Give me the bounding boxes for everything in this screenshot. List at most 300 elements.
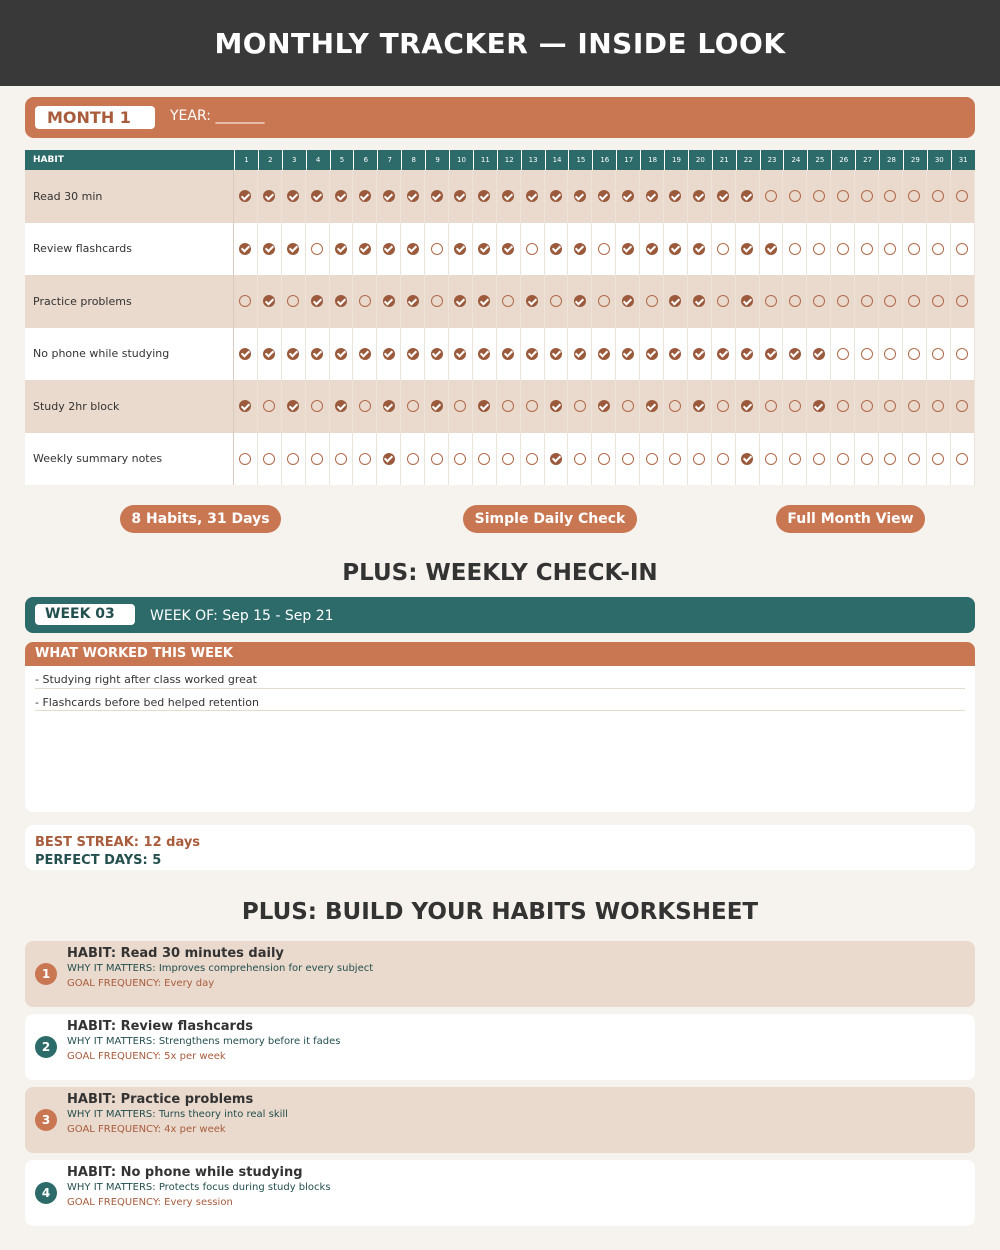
day-cell[interactable]: [425, 275, 449, 328]
worksheet-number: 1: [35, 963, 57, 985]
check-icon: [622, 295, 634, 307]
day-cell[interactable]: [473, 275, 497, 328]
empty-circle-icon: [861, 400, 873, 412]
empty-circle-icon: [765, 400, 777, 412]
day-cell[interactable]: [927, 328, 951, 381]
day-cell[interactable]: [330, 380, 354, 433]
day-cell[interactable]: [521, 433, 545, 486]
day-cell[interactable]: [831, 170, 855, 223]
day-cell[interactable]: [473, 433, 497, 486]
worksheet-card: [25, 941, 975, 1007]
day-cell[interactable]: [449, 328, 473, 381]
day-cell[interactable]: [234, 328, 258, 381]
day-cell[interactable]: [425, 170, 449, 223]
day-cell[interactable]: [306, 328, 330, 381]
check-icon: [359, 190, 371, 202]
badge-habits: 8 Habits, 31 Days: [120, 505, 281, 533]
grid-header: [25, 150, 975, 170]
week-label: WEEK 03: [35, 604, 135, 625]
check-icon: [550, 243, 562, 255]
check-icon: [407, 243, 419, 255]
worksheet-why: WHY IT MATTERS: Improves comprehension for every subject: [67, 963, 374, 974]
check-icon: [335, 400, 347, 412]
day-cell[interactable]: [234, 275, 258, 328]
empty-circle-icon: [837, 295, 849, 307]
day-cell[interactable]: [736, 380, 760, 433]
day-cell[interactable]: [425, 328, 449, 381]
day-cell[interactable]: [449, 223, 473, 276]
worksheet-section-title: PLUS: BUILD YOUR HABITS WORKSHEET: [241, 899, 759, 925]
day-cell[interactable]: [616, 380, 640, 433]
habit-row: [25, 223, 975, 276]
day-cell[interactable]: [831, 275, 855, 328]
day-cell[interactable]: [616, 328, 640, 381]
day-cell[interactable]: [664, 170, 688, 223]
worksheet-goal: GOAL FREQUENCY: Every session: [67, 1197, 233, 1208]
day-cell[interactable]: [425, 380, 449, 433]
check-icon: [813, 400, 825, 412]
day-cell[interactable]: [903, 433, 927, 486]
day-cell[interactable]: [831, 328, 855, 381]
day-cell[interactable]: [688, 433, 712, 486]
day-cell[interactable]: [401, 223, 425, 276]
day-cell[interactable]: [377, 275, 401, 328]
check-icon: [239, 400, 251, 412]
day-cell[interactable]: [545, 328, 569, 381]
check-icon: [263, 348, 275, 360]
day-cell[interactable]: [927, 170, 951, 223]
empty-circle-icon: [598, 453, 610, 465]
day-cell[interactable]: [258, 170, 282, 223]
empty-circle-icon: [502, 295, 514, 307]
worksheet-habit-title: HABIT: No phone while studying: [67, 1165, 303, 1180]
check-icon: [646, 190, 658, 202]
day-cell[interactable]: [282, 223, 306, 276]
day-cell[interactable]: [951, 223, 975, 276]
day-cell[interactable]: [234, 223, 258, 276]
empty-circle-icon: [239, 295, 251, 307]
day-cell[interactable]: [712, 433, 736, 486]
day-cell[interactable]: [664, 275, 688, 328]
day-cell[interactable]: [951, 380, 975, 433]
day-cell[interactable]: [258, 223, 282, 276]
day-cell[interactable]: [592, 275, 616, 328]
check-icon: [478, 400, 490, 412]
day-cell[interactable]: [736, 275, 760, 328]
day-header: 21: [712, 150, 736, 170]
day-cell[interactable]: [640, 380, 664, 433]
day-cell[interactable]: [545, 275, 569, 328]
day-cell[interactable]: [377, 328, 401, 381]
day-cell[interactable]: [449, 170, 473, 223]
day-cell[interactable]: [497, 223, 521, 276]
day-header: 26: [831, 150, 855, 170]
day-cell[interactable]: [688, 170, 712, 223]
day-cell[interactable]: [449, 275, 473, 328]
day-cell[interactable]: [521, 275, 545, 328]
empty-circle-icon: [932, 348, 944, 360]
day-cell[interactable]: [306, 380, 330, 433]
day-cell[interactable]: [927, 380, 951, 433]
empty-circle-icon: [646, 295, 658, 307]
habit-label: No phone while studying: [25, 328, 234, 381]
day-cell[interactable]: [449, 433, 473, 486]
day-cell[interactable]: [760, 223, 784, 276]
day-cell[interactable]: [568, 328, 592, 381]
day-cell[interactable]: [783, 433, 807, 486]
empty-circle-icon: [717, 295, 729, 307]
empty-circle-icon: [861, 348, 873, 360]
day-cell[interactable]: [879, 328, 903, 381]
day-cell[interactable]: [664, 223, 688, 276]
day-cell[interactable]: [616, 170, 640, 223]
day-cell[interactable]: [712, 275, 736, 328]
day-cell[interactable]: [783, 380, 807, 433]
day-cell[interactable]: [425, 223, 449, 276]
day-cell[interactable]: [377, 170, 401, 223]
day-cell[interactable]: [783, 328, 807, 381]
day-cell[interactable]: [401, 170, 425, 223]
day-cell[interactable]: [879, 380, 903, 433]
check-icon: [454, 348, 466, 360]
day-cell[interactable]: [855, 170, 879, 223]
day-cell[interactable]: [258, 275, 282, 328]
day-header: 24: [783, 150, 807, 170]
day-cell[interactable]: [736, 223, 760, 276]
check-icon: [407, 348, 419, 360]
check-icon: [765, 243, 777, 255]
day-cell[interactable]: [640, 170, 664, 223]
day-cell[interactable]: [688, 223, 712, 276]
day-cell[interactable]: [807, 275, 831, 328]
empty-circle-icon: [932, 190, 944, 202]
check-icon: [693, 348, 705, 360]
day-cell[interactable]: [401, 275, 425, 328]
day-cell[interactable]: [616, 223, 640, 276]
day-cell[interactable]: [521, 328, 545, 381]
check-icon: [383, 243, 395, 255]
check-icon: [741, 243, 753, 255]
check-icon: [526, 295, 538, 307]
day-cell[interactable]: [497, 170, 521, 223]
day-cell[interactable]: [736, 328, 760, 381]
check-icon: [311, 295, 323, 307]
empty-circle-icon: [574, 453, 586, 465]
day-cell[interactable]: [807, 170, 831, 223]
check-icon: [646, 243, 658, 255]
empty-circle-icon: [335, 453, 347, 465]
day-header: 17: [616, 150, 640, 170]
day-cell[interactable]: [330, 433, 354, 486]
day-cell[interactable]: [282, 433, 306, 486]
day-cell[interactable]: [282, 170, 306, 223]
empty-circle-icon: [717, 400, 729, 412]
day-cell[interactable]: [927, 223, 951, 276]
day-cell[interactable]: [330, 328, 354, 381]
check-icon: [478, 243, 490, 255]
day-cell[interactable]: [592, 380, 616, 433]
check-icon: [693, 190, 705, 202]
day-cell[interactable]: [353, 328, 377, 381]
day-cell[interactable]: [736, 170, 760, 223]
empty-circle-icon: [598, 295, 610, 307]
empty-circle-icon: [526, 243, 538, 255]
day-cell[interactable]: [664, 380, 688, 433]
check-icon: [287, 243, 299, 255]
worksheet-why: WHY IT MATTERS: Strengthens memory before it fades: [67, 1036, 341, 1047]
day-cell[interactable]: [879, 433, 903, 486]
day-cell[interactable]: [760, 380, 784, 433]
day-cell[interactable]: [306, 170, 330, 223]
day-cell[interactable]: [377, 223, 401, 276]
day-cell[interactable]: [282, 380, 306, 433]
stats-box: [25, 825, 975, 870]
day-cell[interactable]: [712, 223, 736, 276]
day-cell[interactable]: [879, 275, 903, 328]
day-header: 5: [330, 150, 354, 170]
day-cell[interactable]: [521, 223, 545, 276]
day-header: 4: [306, 150, 330, 170]
empty-circle-icon: [908, 453, 920, 465]
habit-label: Read 30 min: [25, 170, 234, 223]
day-cell[interactable]: [855, 433, 879, 486]
day-cell[interactable]: [855, 328, 879, 381]
day-cell[interactable]: [688, 380, 712, 433]
check-icon: [335, 190, 347, 202]
check-icon: [669, 348, 681, 360]
check-icon: [765, 348, 777, 360]
day-cell[interactable]: [807, 328, 831, 381]
day-cell[interactable]: [568, 275, 592, 328]
empty-circle-icon: [765, 453, 777, 465]
day-header: 16: [592, 150, 616, 170]
day-cell[interactable]: [521, 380, 545, 433]
day-cell[interactable]: [616, 275, 640, 328]
day-cell[interactable]: [688, 328, 712, 381]
day-cell[interactable]: [783, 170, 807, 223]
day-cell[interactable]: [353, 170, 377, 223]
day-cell[interactable]: [497, 328, 521, 381]
day-cell[interactable]: [951, 433, 975, 486]
check-icon: [478, 348, 490, 360]
worksheet-number: 4: [35, 1182, 57, 1204]
day-cell[interactable]: [306, 433, 330, 486]
check-icon: [263, 295, 275, 307]
day-cell[interactable]: [807, 433, 831, 486]
empty-circle-icon: [478, 453, 490, 465]
day-cell[interactable]: [951, 170, 975, 223]
day-cell[interactable]: [903, 275, 927, 328]
day-cell[interactable]: [258, 380, 282, 433]
day-cell[interactable]: [306, 223, 330, 276]
day-cell[interactable]: [712, 170, 736, 223]
day-cell[interactable]: [330, 223, 354, 276]
day-cell[interactable]: [592, 433, 616, 486]
day-cell[interactable]: [855, 380, 879, 433]
day-cell[interactable]: [568, 380, 592, 433]
day-cell[interactable]: [831, 380, 855, 433]
day-cell[interactable]: [258, 433, 282, 486]
day-header: 19: [664, 150, 688, 170]
day-cell[interactable]: [592, 328, 616, 381]
day-cell[interactable]: [401, 328, 425, 381]
empty-circle-icon: [956, 400, 968, 412]
day-cell[interactable]: [497, 275, 521, 328]
day-cell[interactable]: [664, 328, 688, 381]
empty-circle-icon: [908, 400, 920, 412]
empty-circle-icon: [813, 190, 825, 202]
day-cell[interactable]: [568, 170, 592, 223]
empty-circle-icon: [932, 453, 944, 465]
day-cell[interactable]: [401, 433, 425, 486]
day-cell[interactable]: [353, 275, 377, 328]
day-cell[interactable]: [473, 380, 497, 433]
worksheet-habit-title: HABIT: Practice problems: [67, 1092, 254, 1107]
day-cell[interactable]: [664, 433, 688, 486]
day-cell[interactable]: [234, 170, 258, 223]
day-cell[interactable]: [473, 328, 497, 381]
check-icon: [693, 295, 705, 307]
check-icon: [383, 400, 395, 412]
day-cell[interactable]: [330, 170, 354, 223]
empty-circle-icon: [837, 453, 849, 465]
day-cell[interactable]: [831, 223, 855, 276]
month-bar: [25, 97, 975, 138]
day-cell[interactable]: [545, 223, 569, 276]
empty-circle-icon: [311, 243, 323, 255]
day-cell[interactable]: [401, 380, 425, 433]
day-cell[interactable]: [760, 275, 784, 328]
day-cell[interactable]: [497, 433, 521, 486]
day-cell[interactable]: [903, 223, 927, 276]
check-icon: [598, 400, 610, 412]
day-cell[interactable]: [473, 223, 497, 276]
page-title: MONTHLY TRACKER — INSIDE LOOK: [214, 26, 786, 60]
day-header: 2: [258, 150, 282, 170]
day-cell[interactable]: [760, 170, 784, 223]
day-cell[interactable]: [903, 328, 927, 381]
day-cell[interactable]: [640, 328, 664, 381]
day-cell[interactable]: [521, 170, 545, 223]
empty-circle-icon: [884, 400, 896, 412]
day-cell[interactable]: [592, 170, 616, 223]
day-cell[interactable]: [616, 433, 640, 486]
day-cell[interactable]: [927, 433, 951, 486]
empty-circle-icon: [239, 453, 251, 465]
empty-circle-icon: [861, 190, 873, 202]
day-cell[interactable]: [449, 380, 473, 433]
day-cell[interactable]: [545, 170, 569, 223]
empty-circle-icon: [263, 453, 275, 465]
day-cell[interactable]: [783, 275, 807, 328]
habit-row: [25, 275, 975, 328]
empty-circle-icon: [932, 295, 944, 307]
day-cell[interactable]: [545, 380, 569, 433]
day-cell[interactable]: [879, 223, 903, 276]
day-cell[interactable]: [951, 275, 975, 328]
day-cell[interactable]: [760, 328, 784, 381]
check-icon: [741, 453, 753, 465]
empty-circle-icon: [908, 243, 920, 255]
day-cell[interactable]: [592, 223, 616, 276]
day-cell[interactable]: [855, 275, 879, 328]
worksheet-number: 2: [35, 1036, 57, 1058]
day-cell[interactable]: [568, 433, 592, 486]
worksheet-card: [25, 1160, 975, 1226]
day-cell[interactable]: [545, 433, 569, 486]
day-cell[interactable]: [807, 380, 831, 433]
worksheet-goal: GOAL FREQUENCY: Every day: [67, 978, 215, 989]
day-cell[interactable]: [688, 275, 712, 328]
month-label: MONTH 1: [35, 106, 155, 129]
day-cell[interactable]: [353, 433, 377, 486]
day-cell[interactable]: [234, 433, 258, 486]
check-icon: [741, 295, 753, 307]
check-icon: [741, 348, 753, 360]
day-cell[interactable]: [473, 170, 497, 223]
check-icon: [646, 348, 658, 360]
day-cell[interactable]: [377, 380, 401, 433]
best-streak: BEST STREAK: 12 days: [35, 835, 201, 850]
day-cell[interactable]: [951, 328, 975, 381]
day-cell[interactable]: [879, 170, 903, 223]
day-cell[interactable]: [855, 223, 879, 276]
empty-circle-icon: [837, 190, 849, 202]
day-cell[interactable]: [640, 275, 664, 328]
day-cell[interactable]: [712, 328, 736, 381]
check-icon: [598, 190, 610, 202]
day-cell[interactable]: [568, 223, 592, 276]
day-header: 15: [568, 150, 592, 170]
day-cell[interactable]: [497, 380, 521, 433]
day-cell[interactable]: [282, 328, 306, 381]
day-cell[interactable]: [353, 380, 377, 433]
day-cell[interactable]: [831, 433, 855, 486]
empty-circle-icon: [311, 453, 323, 465]
day-cell[interactable]: [760, 433, 784, 486]
day-cell[interactable]: [783, 223, 807, 276]
day-cell[interactable]: [903, 380, 927, 433]
empty-circle-icon: [884, 295, 896, 307]
empty-circle-icon: [717, 243, 729, 255]
day-cell[interactable]: [353, 223, 377, 276]
worksheet-habit-title: HABIT: Read 30 minutes daily: [67, 946, 284, 961]
day-header: 28: [879, 150, 903, 170]
day-cell[interactable]: [903, 170, 927, 223]
day-cell[interactable]: [282, 275, 306, 328]
check-icon: [383, 190, 395, 202]
what-worked-box: [25, 642, 975, 812]
day-cell[interactable]: [807, 223, 831, 276]
day-cell[interactable]: [927, 275, 951, 328]
day-cell[interactable]: [330, 275, 354, 328]
day-cell[interactable]: [640, 433, 664, 486]
empty-circle-icon: [454, 453, 466, 465]
empty-circle-icon: [359, 400, 371, 412]
check-icon: [574, 243, 586, 255]
day-cell[interactable]: [377, 433, 401, 486]
habit-label: Practice problems: [25, 275, 234, 328]
day-cell[interactable]: [640, 223, 664, 276]
day-cell[interactable]: [258, 328, 282, 381]
empty-circle-icon: [622, 400, 634, 412]
day-cell[interactable]: [712, 380, 736, 433]
day-cell[interactable]: [234, 380, 258, 433]
day-cell[interactable]: [425, 433, 449, 486]
day-cell[interactable]: [306, 275, 330, 328]
day-header: 25: [807, 150, 831, 170]
day-cell[interactable]: [736, 433, 760, 486]
